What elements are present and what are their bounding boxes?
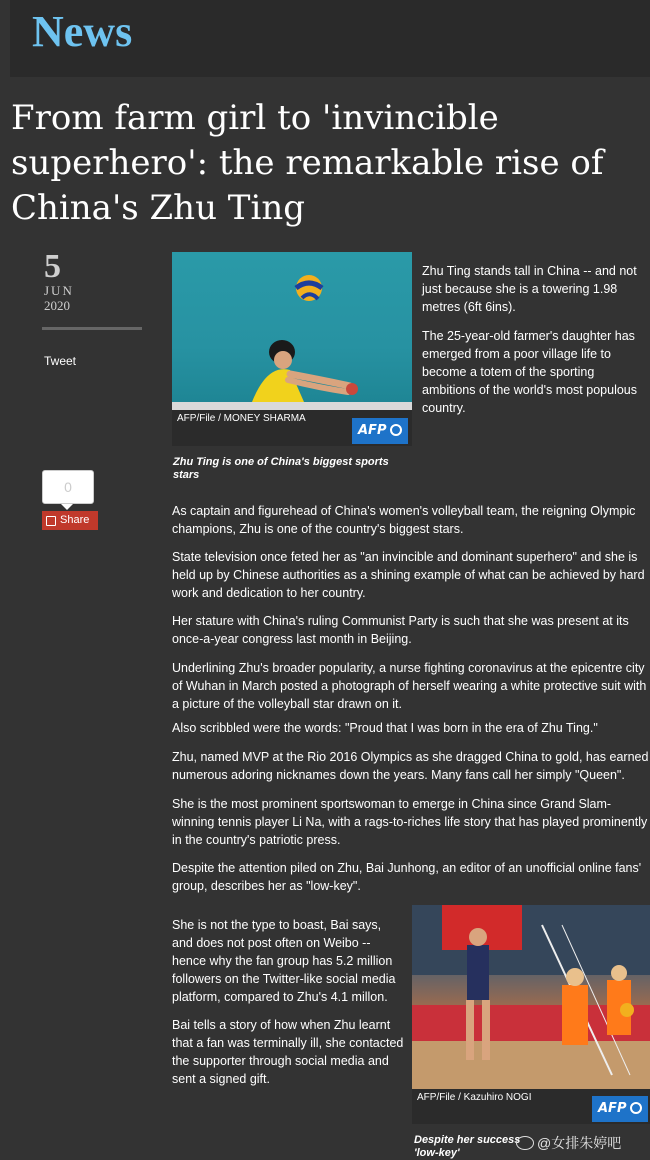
tweet-button[interactable]: Tweet <box>44 354 77 368</box>
article-headline: From farm girl to 'invincible superhero': the remarkable rise of China's Zhu Ting <box>11 98 604 228</box>
weibo-icon <box>516 1136 534 1150</box>
share-count: 0 <box>42 470 94 504</box>
article-date <box>44 250 104 313</box>
paragraph: She is the most prominent sportswoman to emerge in China since Grand Slam-winning tennis player Li Na, with a rags-to-riches life story that has played prominently in the country's patriotic press. <box>172 797 648 847</box>
section-title[interactable]: News <box>32 7 133 56</box>
afp-logo: AFP <box>352 418 408 444</box>
weibo-watermark <box>516 1133 621 1153</box>
photo-caption <box>414 1134 524 1160</box>
date-year: 2020 <box>44 298 70 313</box>
photo-credit: AFP/File / MONEY SHARMA <box>177 413 306 424</box>
divider <box>42 327 142 330</box>
share-button[interactable] <box>42 511 98 530</box>
watermark-text: @女排朱婷吧 <box>537 1135 622 1151</box>
paragraph: She is not the type to boast, Bai says, and does not post often on Weibo -- hence why the fan group has 5.2 million followers on the Twitter-like social media platform, compared to Zhu's 4.1 millon. <box>172 918 396 1004</box>
photo-caption-line: Despite her success <box>414 1134 521 1146</box>
paragraph: The 25-year-old farmer's daughter has emerged from a poor village life to become a totem of the sporting ambitions of the world's most populous country. <box>422 329 637 415</box>
share-icon <box>46 516 56 526</box>
share-label: Share <box>60 514 90 526</box>
photo-credit-bar <box>172 410 412 446</box>
paragraph: Bai tells a story of how when Zhu learnt that a fan was terminally ill, she contacted the supporter through social media and sent a signed gift. <box>172 1018 404 1086</box>
volleyball-match-photo[interactable] <box>412 905 650 1089</box>
paragraph: Her stature with China's ruling Communist Party is such that she was present at its once-a-year congress last month in Beijing. <box>172 614 629 646</box>
date-month: JUN <box>44 283 74 298</box>
article-figure-2 <box>412 905 650 1124</box>
photo-caption-line: 'low-key' <box>414 1147 460 1159</box>
paragraph: Zhu, named MVP at the Rio 2016 Olympics as she dragged China to gold, has earned numerous adoring nicknames down the years. Many fans call her simply "Queen". <box>172 750 649 782</box>
volleyball-photo[interactable] <box>172 252 412 410</box>
afp-logo: AFP <box>592 1096 648 1122</box>
volleyball-match-photo-art <box>412 905 650 1089</box>
paragraph: State television once feted her as "an invincible and dominant superhero" and she is held up by Chinese authorities as a shining example of what can be achieved by hard work and dedication to her country. <box>172 550 645 600</box>
photo-credit-bar <box>412 1089 650 1124</box>
paragraph: Zhu Ting stands tall in China -- and not just because she is a towering 1.98 metres (6ft 6ins). <box>422 264 637 314</box>
paragraph: Despite the attention piled on Zhu, Bai Junhong, an editor of an unofficial online fans' group, describes her as "low-key". <box>172 861 642 893</box>
paragraph: As captain and figurehead of China's women's volleyball team, the reigning Olympic champions, Zhu is one of the country's biggest stars. <box>172 504 636 536</box>
section-header <box>10 0 650 77</box>
article-figure-1 <box>172 252 412 446</box>
paragraph: Underlining Zhu's broader popularity, a nurse fighting coronavirus at the epicentre city of Wuhan in March posted a photograph of herself wearing a white protective suit with a picture of the volleyball star drawn on it. <box>172 661 647 711</box>
photo-caption: Zhu Ting is one of China's biggest sports stars <box>173 456 389 481</box>
date-day: 5 <box>44 248 61 285</box>
volleyball-photo-art <box>172 252 412 410</box>
photo-credit: AFP/File / Kazuhiro NOGI <box>417 1092 532 1103</box>
paragraph: Also scribbled were the words: "Proud that I was born in the era of Zhu Ting." <box>172 721 598 735</box>
